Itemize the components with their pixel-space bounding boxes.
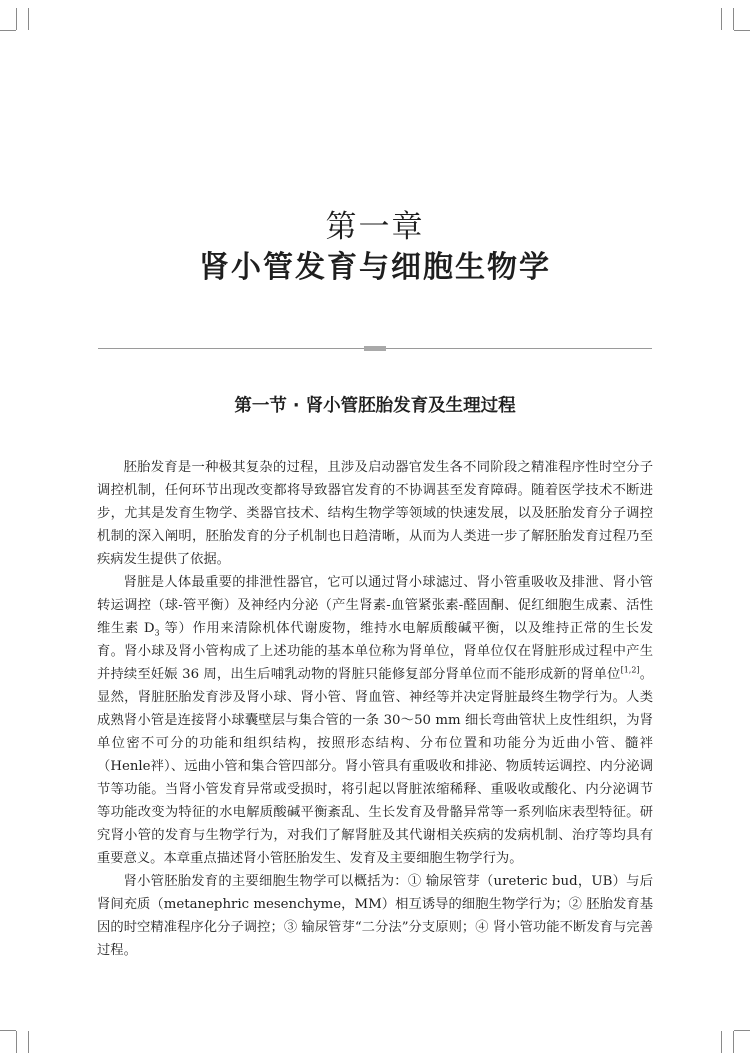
crop-mark [733, 8, 734, 30]
citation-ref: [1,2] [620, 665, 640, 675]
section-title: 第一节 · 肾小管胚胎发育及生理过程 [234, 396, 516, 416]
subscript: 3 [154, 628, 160, 638]
crop-mark [0, 1030, 16, 1031]
paragraph-2 [97, 571, 653, 870]
crop-mark [721, 1031, 722, 1053]
crop-mark [734, 1030, 750, 1031]
paragraph-3: 肾小管胚胎发育的主要细胞生物学可以概括为：① 输尿管芽（ureteric bud，UB）与后肾间充质（metanephric mesenchyme，MM）相互诱导的细胞生物学行为；② 胚胎发育基因的时空精准程序化分子调控；③ 输尿管芽“二分法”分支原则；④ 肾小管功能不断发育与完善过程。 [97, 874, 653, 958]
crop-mark [28, 1031, 29, 1053]
chapter-title: 肾小管发育与细胞生物学 [199, 250, 551, 285]
crop-mark [16, 1031, 17, 1053]
chapter-number: 第一章 [325, 209, 425, 245]
body-text [97, 456, 653, 962]
crop-mark [16, 8, 17, 30]
paragraph-2-part-a: 肾脏是人体最重要的排泄性器官，它可以通过肾小球滤过、肾小管重吸收及排泄、肾小管转运调控（球-管平衡）及神经内分泌（产生肾素-血管紧张素-醛固酮、促红细胞生成素、活性维生素 D [97, 575, 653, 636]
paragraph-2-part-c: 。显然，肾脏胚胎发育涉及肾小球、肾小管、肾血管、神经等并决定肾脏最终生物学行为。人类成熟肾小管是连接肾小球囊壁层与集合管的一条 30～50 mm 细长弯曲管状上皮性组织，为肾单位密不可分的功能和组织结构，按照形态结构、分布位置和功能分为近曲小管、髓袢（Henle袢）、远曲小管和集合管四部分。肾小管具有重吸收和排泌、物质转运调控、内分泌调节等功能。当肾小管发育异常或受损时，将引起以肾脏浓缩稀释、重吸收或酸化、内分泌调节等功能改变为特征的水电解质酸碱平衡紊乱、生长发育及骨骼异常等一系列临床表型特征。研究肾小管的发育与生物学行为，对我们了解肾脏及其代谢相关疾病的发病机制、治疗等均具有重要意义。本章重点描述肾小管胚胎发生、发育及主要细胞生物学行为。 [97, 667, 654, 866]
crop-mark [28, 8, 29, 30]
crop-mark [734, 30, 750, 31]
paragraph-1: 胚胎发育是一种极其复杂的过程，且涉及启动器官发生各不同阶段之精准程序性时空分子调控机制，任何环节出现改变都将导致器官发育的不协调甚至发育障碍。随着医学技术不断进步，尤其是发育生物学、类器官技术、结构生物学等领域的快速发展，以及胚胎发育分子调控机制的深入阐明，胚胎发育的分子机制也日趋清晰，从而为人类进一步了解胚胎发育过程乃至疾病发生提供了依据。 [97, 460, 653, 567]
crop-mark [733, 1031, 734, 1053]
crop-mark [721, 8, 722, 30]
divider-ornament [364, 346, 386, 351]
paragraph-2-part-b: 等）作用来清除机体代谢废物，维持水电解质酸碱平衡，以及维持正常的生长发育。肾小球及肾小管构成了上述功能的基本单位称为肾单位，肾单位仅在肾脏形成过程中产生并持续至妊娠 36 周，出生后哺乳动物的肾脏只能修复部分肾单位而不能形成新的肾单位 [97, 621, 653, 682]
crop-mark [0, 30, 16, 31]
